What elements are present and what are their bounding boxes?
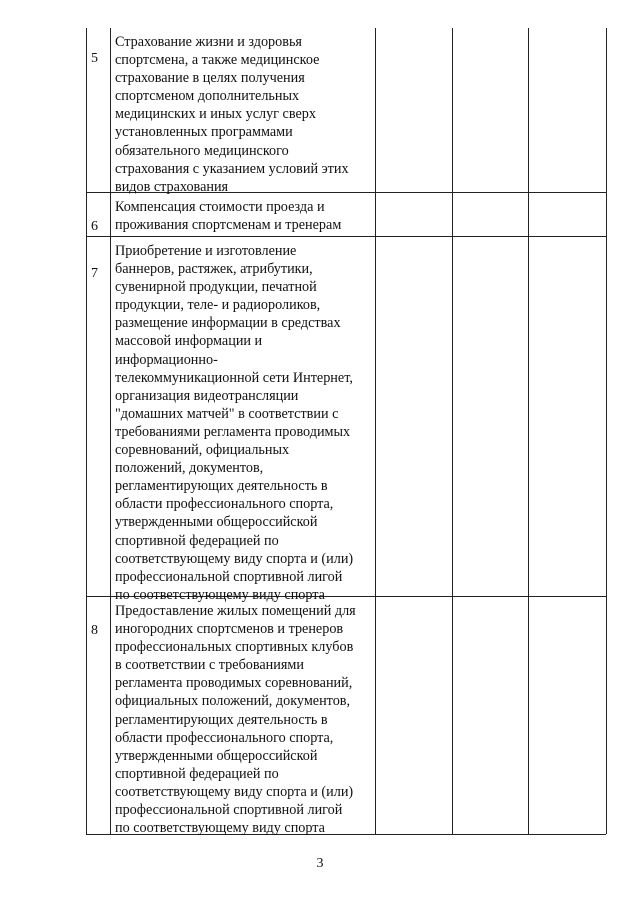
row-description: Приобретение и изготовление баннеров, растяжек, атрибутики, сувенирной продукции, печатной продукции, теле- и радиороликов, размещение информации в средствах массовой информации и информационно- телекоммуникационной сети Интернет, организация видеотрансляции "домашних матчей" в соответствии с требованиями регламента проводимых соревнований, официальных положений, документов, регламентирующих деятельность в области профессионального спорта, утвержденными общероссийской спортивной федерацией по соответствующему виду спорта и (или) профессиональной спортивной лигой по соответствующему виду спорта (115, 243, 354, 603)
row-number: 7 (91, 266, 98, 281)
row-divider-6-7 (86, 236, 606, 237)
page-number: 3 (316, 856, 324, 871)
table-border-left (86, 28, 87, 834)
row-number: 8 (91, 623, 98, 638)
column-divider-number (110, 28, 111, 834)
row-description: Предоставление жилых помещений для иногородних спортсменов и тренеров профессиональных спортивных клубов в соответствии с требованиями регламента проводимых соревнований, официальных положений, документов, регламентирующих деятельность в области профессионального спорта, утвержденными общероссийской спортивной федерацией по соответствующему виду спорта и (или) профессиональной спортивной лигой по соответствующему виду спорта (115, 603, 356, 837)
column-divider-3 (452, 28, 453, 834)
row-description: Компенсация стоимости проезда и проживания спортсменам и тренерам (115, 199, 342, 234)
column-divider-4 (528, 28, 529, 834)
row-description: Страхование жизни и здоровья спортсмена, а также медицинское страхование в целях получения спортсменом дополнительных медицинских и иных услуг сверх установленных программами обязательного медицинского страхования с указанием условий этих видов страхования (115, 34, 349, 195)
row-number: 6 (91, 219, 98, 234)
table-border-right (606, 28, 607, 834)
row-number: 5 (91, 51, 98, 66)
column-divider-description (375, 28, 376, 834)
